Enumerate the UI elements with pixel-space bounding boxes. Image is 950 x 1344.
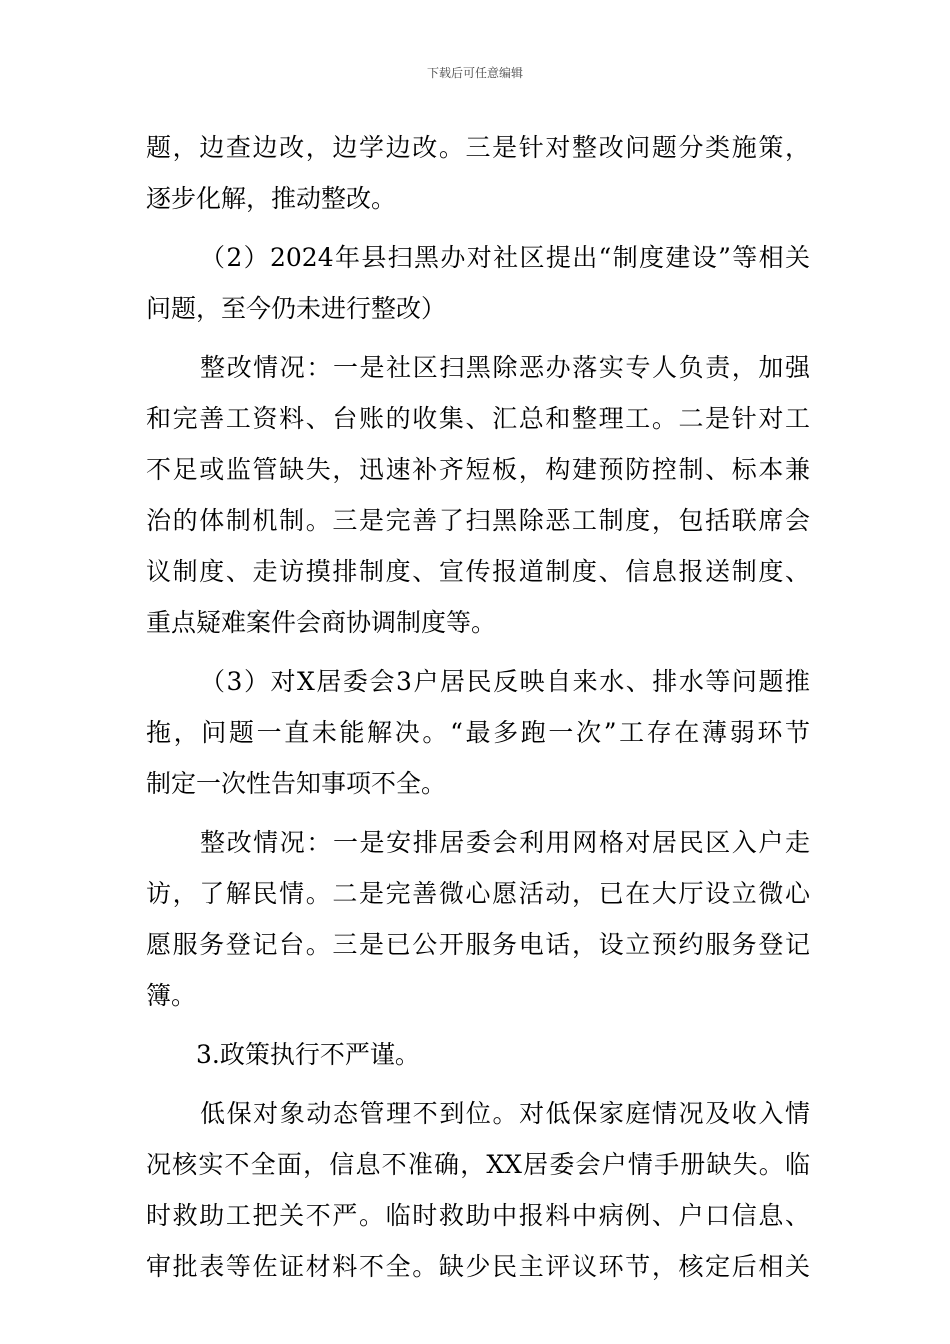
text-line: 况核实不全面，信息不准确，XX居委会户情手册缺失。临 (146, 1150, 810, 1179)
text-line: 制定一次性告知事项不全。 (146, 769, 447, 798)
text-line: 治的体制机制。三是完善了扫黑除恶工制度，包括联席会 (146, 506, 810, 535)
section-heading: 3.政策执行不严谨。 (196, 1040, 420, 1069)
text-line: （2）2024年县扫黑办对社区提出“制度建设”等相关 (200, 243, 810, 272)
text-line: 不足或监管缺失，迅速补齐短板，构建预防控制、标本兼 (146, 455, 810, 484)
text-line: 整改情况：一是社区扫黑除恶办落实专人负责，加强 (200, 353, 810, 382)
text-line: 问题，至今仍未进行整改） (146, 294, 447, 323)
text-line: 审批表等佐证材料不全。缺少民主评议环节，核定后相关 (146, 1252, 810, 1281)
text-line: 整改情况：一是安排居委会利用网格对居民区入户走 (200, 828, 810, 857)
text-line: 重点疑难案件会商协调制度等。 (146, 608, 497, 637)
text-line: 簿。 (146, 981, 197, 1010)
text-line: 访，了解民情。二是完善微心愿活动，已在大厅设立微心 (146, 879, 810, 908)
text-line: 逐步化解，推动整改。 (146, 184, 397, 213)
text-line: 拖，问题一直未能解决。“最多跑一次”工存在薄弱环节 (146, 718, 810, 747)
text-line: 时救助工把关不严。临时救助中报料中病例、户口信息、 (146, 1201, 810, 1230)
text-line: 议制度、走访摸排制度、宣传报道制度、信息报送制度、 (146, 557, 810, 586)
text-line: （3）对X居委会3户居民反映自来水、排水等问题推 (200, 667, 810, 696)
text-line: 愿服务登记台。三是已公开服务电话，设立预约服务登记 (146, 930, 810, 959)
page-header: 下载后可任意编辑 (426, 66, 523, 80)
document-body (146, 122, 810, 1292)
text-line: 低保对象动态管理不到位。对低保家庭情况及收入情 (200, 1099, 810, 1128)
text-line: 题，边查边改，边学边改。三是针对整改问题分类施策， (146, 133, 810, 162)
text-line: 和完善工资料、台账的收集、汇总和整理工。二是针对工 (146, 404, 810, 433)
